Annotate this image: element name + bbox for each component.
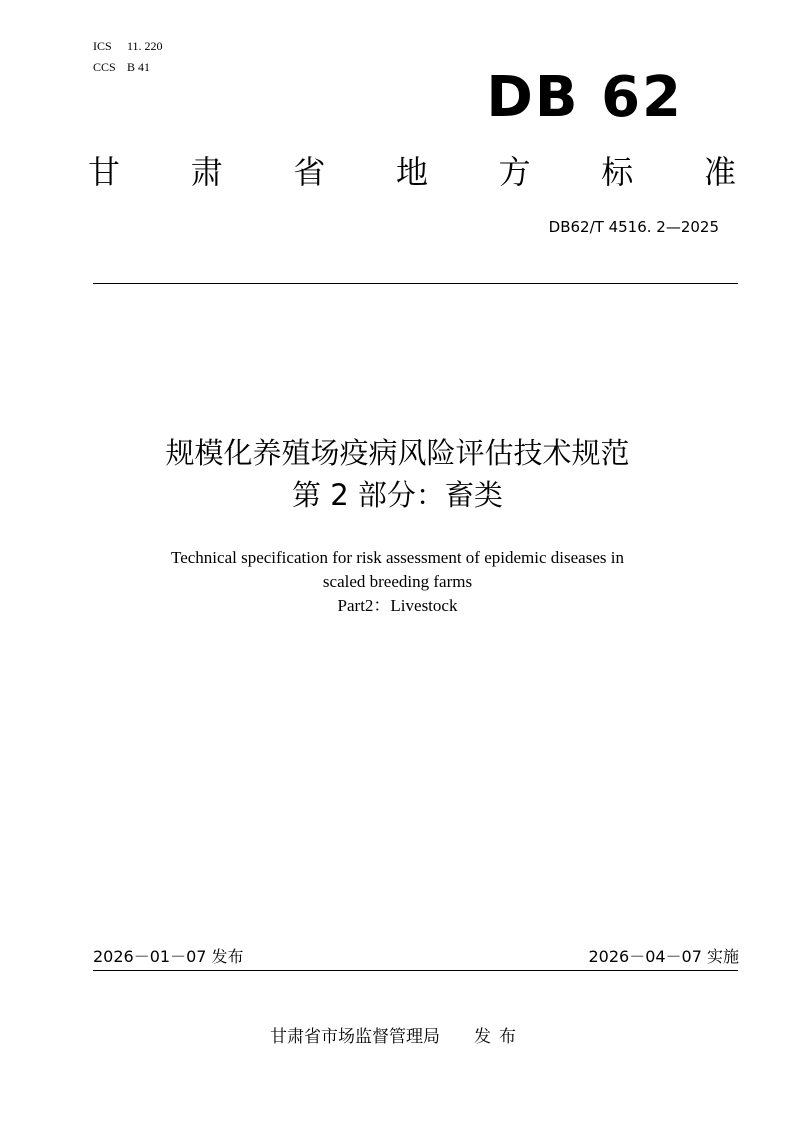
standard-type-char: 标 xyxy=(601,153,634,191)
standard-type-char: 准 xyxy=(703,153,736,191)
ccs-code xyxy=(93,57,150,77)
standard-type-char: 方 xyxy=(498,153,531,191)
english-title-line-2: scaled breeding farms xyxy=(322,572,473,591)
standard-type-char: 地 xyxy=(395,153,428,191)
standard-logo: DB 62 xyxy=(486,65,683,130)
issuer-verb: 发布 xyxy=(474,1027,524,1047)
english-title xyxy=(0,546,795,618)
standard-type-char: 省 xyxy=(293,153,326,191)
header-divider xyxy=(93,283,738,284)
english-title-line-3: Part2：Livestock xyxy=(337,596,458,615)
standard-number: DB62/T 4516. 2—2025 xyxy=(548,218,719,236)
implement-date: 2026－04－07 实施 xyxy=(588,947,739,966)
chinese-title-line-1: 规模化养殖场疫病风险评估技术规范 xyxy=(165,436,630,470)
english-title-line-1: Technical specification for risk assessment of epidemic diseases in xyxy=(171,548,624,567)
issuer-line xyxy=(270,1024,524,1050)
issuer-name: 甘肃省市场监督管理局 xyxy=(270,1027,440,1047)
chinese-title-line-2: 第 2 部分：畜类 xyxy=(292,478,503,512)
standard-type-char: 甘 xyxy=(88,153,121,191)
ccs-value: B 41 xyxy=(127,60,151,74)
ics-label: ICS xyxy=(93,39,112,53)
ccs-label: CCS xyxy=(93,60,116,74)
publish-date: 2026－01－07 发布 xyxy=(93,947,244,966)
standard-type-char: 肃 xyxy=(190,153,223,191)
ics-code xyxy=(93,36,163,56)
footer-divider xyxy=(93,970,738,971)
chinese-title xyxy=(0,432,795,516)
standard-type-title xyxy=(88,148,736,196)
ics-value: 11. 220 xyxy=(127,39,163,53)
